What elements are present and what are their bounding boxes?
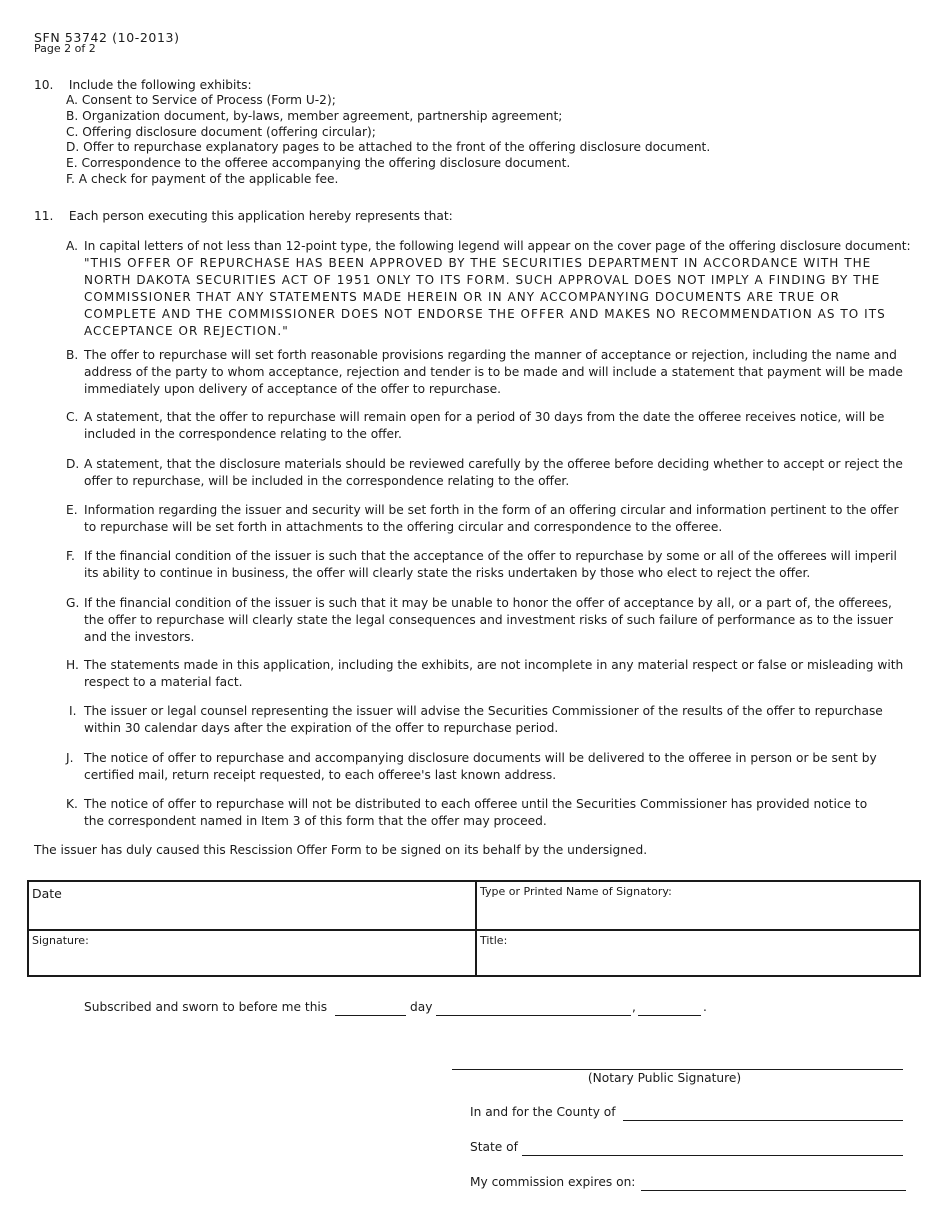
sworn-day-label: day [410,1000,433,1014]
legend-line: COMMISSIONER THAT ANY STATEMENTS MADE HEREIN OR IN ANY ACCOMPANYING DOCUMENTS ARE TRUE OR [84,290,841,304]
state-row [470,1140,910,1160]
representation-text: to repurchase will be set forth in attachments to the offering circular and correspondence to the offeree. [84,520,723,534]
representation-text: The notice of offer to repurchase will not be distributed to each offeree until the Securities Commissioner has provided notice to [84,797,868,811]
item-11-number: 11. [34,209,54,223]
representation-text: In capital letters of not less than 12-point type, the following legend will appear on the cover page of the offering disclosure document: [84,239,911,253]
representation-text: the offer to repurchase will clearly state the legal consequences and investment risks of such failure of performance as to the issuer [84,613,894,627]
representation-text: its ability to continue in business, the offer will clearly state the risks undertaken by those who elect to reject the offer. [84,566,811,580]
exhibit-item: C. Offering disclosure document (offering circular); [66,124,376,139]
representation-letter: J. [66,751,74,765]
page-indicator: Page 2 of 2 [34,42,96,55]
closing-statement: The issuer has duly caused this Rescission Offer Form to be signed on its behalf by the undersigned. [34,843,648,857]
item-10-number: 10. [34,78,54,92]
representation-letter: K. [66,797,78,811]
county-blank[interactable] [623,1120,903,1121]
signature-label: Signature: [32,934,89,947]
representation-letter: D. [66,457,80,471]
representation-text: the correspondent named in Item 3 of this form that the offer may proceed. [84,814,547,828]
representation-letter: B. [66,348,79,362]
representation-letter: A. [66,239,78,253]
representation-letter: H. [66,658,79,672]
representation-text: within 30 calendar days after the expiration of the offer to repurchase period. [84,721,559,735]
item-11-heading [34,208,453,225]
representation-text: A statement, that the disclosure materials should be reviewed carefully by the offeree before deciding whether to accept or reject the [84,457,903,471]
printed-name-field[interactable] [477,882,919,929]
commission-expires-blank[interactable] [641,1190,906,1191]
sworn-statement [84,1000,724,1020]
representation-text: The notice of offer to repurchase and accompanying disclosure documents will be delivered to the offeree in person or be sent by [84,751,877,765]
state-blank[interactable] [522,1155,903,1156]
representation-text: offer to repurchase, will be included in the correspondence relating to the offer. [84,474,570,488]
representation-text: The issuer or legal counsel representing the issuer will advise the Securities Commissioner of the results of the offer to repurchase [84,704,883,718]
exhibit-item: B. Organization document, by-laws, member agreement, partnership agreement; [66,108,563,123]
sworn-prefix: Subscribed and sworn to before me this [84,1000,328,1014]
item-10-heading [34,77,252,94]
exhibit-item: A. Consent to Service of Process (Form U-2); [66,93,336,107]
exhibit-item: E. Correspondence to the offeree accompanying the offering disclosure document. [66,156,571,171]
state-label: State of [470,1140,518,1154]
representation-letter: F. [66,549,75,563]
title-field[interactable] [477,931,919,975]
representation-letter: C. [66,410,79,424]
sworn-period: . [703,1000,707,1014]
signature-table [27,880,921,977]
representation-text: and the investors. [84,630,195,644]
sworn-day-blank[interactable] [335,1015,406,1016]
table-divider [29,929,919,931]
county-row [470,1105,910,1125]
representation-text: If the financial condition of the issuer is such that the acceptance of the offer to repurchase by some or all of the offerees will imperil [84,549,897,563]
form-number: SFN 53742 (10-2013) [34,30,180,45]
representation-text: The statements made in this application, including the exhibits, are not incomplete in any material respect or false or misleading with [84,658,904,672]
representation-text: A statement, that the offer to repurchase will remain open for a period of 30 days from the date the offeree receives notice, will be [84,410,885,424]
exhibit-item: F. A check for payment of the applicable fee. [66,171,339,186]
legend-line: NORTH DAKOTA SECURITIES ACT OF 1951 ONLY TO ITS FORM. SUCH APPROVAL DOES NOT IMPLY A FINDING BY THE [84,273,881,287]
legend-line: "THIS OFFER OF REPURCHASE HAS BEEN APPROVED BY THE SECURITIES DEPARTMENT IN ACCORDANCE WITH THE [84,256,872,270]
county-label: In and for the County of [470,1105,616,1119]
signature-field[interactable] [29,931,475,975]
representation-text: If the financial condition of the issuer is such that it may be unable to honor the offer of acceptance by all, or a part of, the offerees, [84,596,892,610]
representation-text: respect to a material fact. [84,675,243,689]
notary-signature-caption: (Notary Public Signature) [587,1071,742,1085]
representation-text: included in the correspondence relating to the offer. [84,427,402,441]
representation-text: Information regarding the issuer and security will be set forth in the form of an offering circular and information pertinent to the offer [84,503,899,517]
item-11-title: Each person executing this application hereby represents that: [68,209,453,223]
commission-expires-row [470,1175,910,1195]
item-10-title: Include the following exhibits: [68,78,252,92]
title-label: Title: [480,934,508,947]
legend-line: COMPLETE AND THE COMMISSIONER DOES NOT ENDORSE THE OFFER AND MAKES NO RECOMMENDATION AS TO ITS [84,307,886,321]
date-label: Date [32,886,62,901]
printed-name-label: Type or Printed Name of Signatory: [480,885,672,898]
representation-text: The offer to repurchase will set forth reasonable provisions regarding the manner of acceptance or rejection, including the name and [84,348,897,362]
representation-text: certified mail, return receipt requested, to each offeree's last known address. [84,768,557,782]
representation-letter: I. [69,704,77,718]
commission-expires-label: My commission expires on: [470,1175,636,1189]
exhibit-list [66,93,710,188]
representation-text: address of the party to whom acceptance, rejection and tender is to be made and will include a statement that payment will be made [84,365,903,379]
representation-letter: E. [66,503,78,517]
sworn-year-blank[interactable] [638,1015,701,1016]
legend-line: ACCEPTANCE OR REJECTION." [84,324,289,338]
representation-letter: G. [66,596,80,610]
notary-signature-line[interactable] [452,1069,903,1070]
sworn-month-blank[interactable] [436,1015,631,1016]
exhibit-item: D. Offer to repurchase explanatory pages to be attached to the front of the offering disclosure document. [66,140,711,155]
legend-block [84,255,914,340]
representation-text: immediately upon delivery of acceptance of the offer to repurchase. [84,382,501,396]
sworn-comma: , [632,1000,636,1014]
date-field[interactable] [29,882,475,929]
